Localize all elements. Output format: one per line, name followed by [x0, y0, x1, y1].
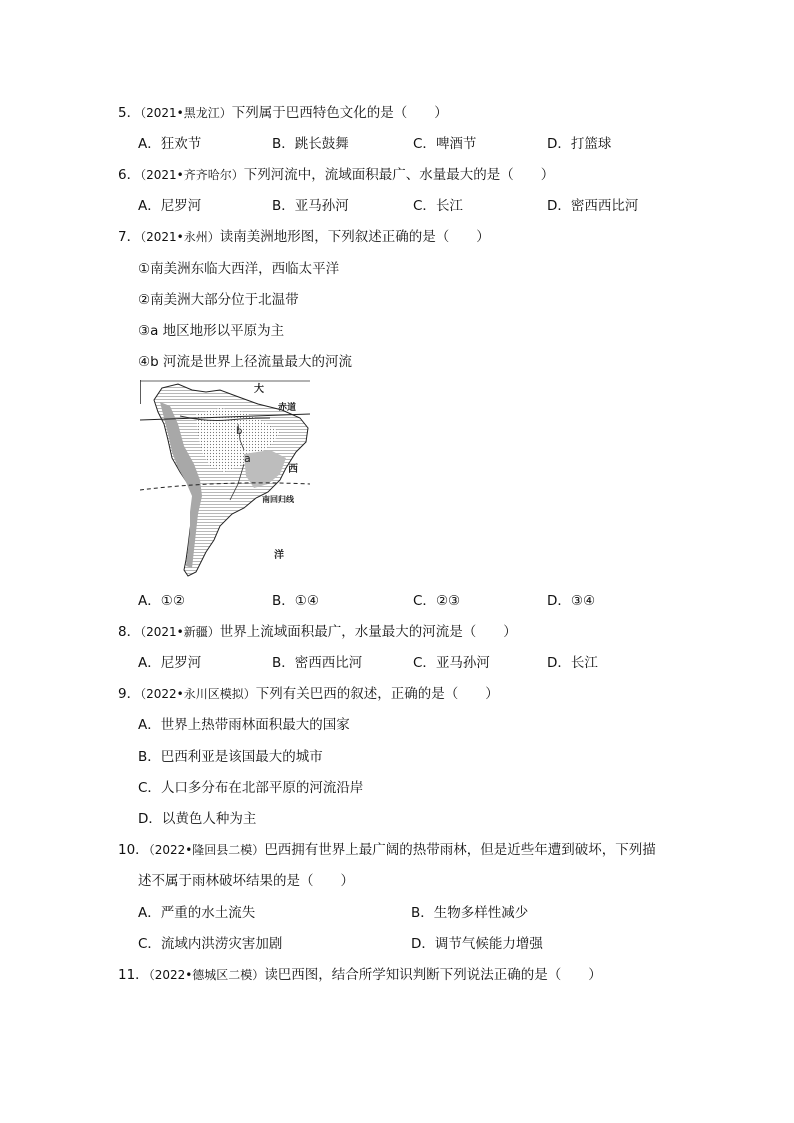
question-source: （2022•永川区模拟） — [140, 687, 256, 701]
question-source: （2021•新疆） — [140, 625, 220, 639]
question-stem: 读巴西图，结合所学知识判断下列说法正确的是（ ） — [264, 967, 602, 983]
question-number: 10． — [118, 842, 149, 858]
question-8 — [118, 623, 517, 641]
question-stem: 下列有关巴西的叙述，正确的是（ ） — [255, 686, 499, 702]
question-stem: 下列河流中，流域面积最广、水量最大的是（ ） — [243, 167, 555, 183]
option-c[interactable]: C．啤酒节 — [413, 136, 477, 152]
option-c[interactable]: C．亚马孙河 — [413, 655, 490, 671]
label-equator: 赤道 — [278, 403, 297, 413]
question-stem-continued: 述不属于雨林破坏结果的是（ ） — [138, 873, 354, 889]
option-b[interactable]: B．①④ — [272, 593, 319, 609]
question-11 — [118, 966, 602, 984]
statement-2: ②南美洲大部分位于北温带 — [138, 292, 299, 308]
label-b: b — [236, 426, 243, 437]
label-tropic: 南回归线 — [262, 495, 294, 504]
question-5 — [118, 104, 448, 122]
question-source: （2021•永州） — [140, 230, 220, 244]
statement-1: ①南美洲东临大西洋，西临太平洋 — [138, 261, 340, 277]
option-d[interactable]: D．以黄色人种为主 — [138, 811, 257, 827]
question-number: 7． — [118, 229, 141, 245]
option-a[interactable]: A．狂欢节 — [138, 136, 202, 152]
question-10 — [118, 841, 656, 859]
statement-3: ③a 地区地形以平原为主 — [138, 323, 285, 339]
option-d[interactable]: D．密西西比河 — [547, 198, 639, 214]
label-top: 大 — [254, 384, 264, 395]
question-source: （2022•隆回县二模） — [148, 843, 265, 857]
option-d[interactable]: D．③④ — [547, 593, 596, 609]
question-source: （2022•德城区二模） — [148, 968, 265, 982]
question-source: （2021•黑龙江） — [140, 106, 232, 120]
question-source: （2021•齐齐哈尔） — [140, 168, 244, 182]
option-c[interactable]: C．②③ — [413, 593, 461, 609]
statement-4: ④b 河流是世界上径流量最大的河流 — [138, 354, 352, 370]
question-number: 6． — [118, 167, 141, 183]
option-b[interactable]: B．密西西比河 — [272, 655, 363, 671]
question-stem: 下列属于巴西特色文化的是（ ） — [231, 105, 448, 121]
question-9 — [118, 685, 499, 703]
option-c[interactable]: C．长江 — [413, 198, 463, 214]
option-b[interactable]: B．亚马孙河 — [272, 198, 349, 214]
option-b[interactable]: B．跳长鼓舞 — [272, 136, 349, 152]
option-d[interactable]: D．调节气候能力增强 — [411, 936, 543, 952]
south-america-map — [140, 380, 310, 580]
map-graphic — [140, 380, 310, 580]
option-b[interactable]: B．巴西利亚是该国最大的城市 — [138, 749, 323, 765]
label-ocean: 洋 — [274, 550, 284, 561]
option-d[interactable]: D．长江 — [547, 655, 598, 671]
option-a[interactable]: A．世界上热带雨林面积最大的国家 — [138, 717, 350, 733]
question-number: 9． — [118, 686, 141, 702]
option-c[interactable]: C．流域内洪涝灾害加剧 — [138, 936, 283, 952]
question-number: 8． — [118, 624, 141, 640]
option-c[interactable]: C．人口多分布在北部平原的河流沿岸 — [138, 780, 364, 796]
label-a: a — [244, 452, 251, 465]
option-b[interactable]: B．生物多样性减少 — [411, 905, 529, 921]
option-a[interactable]: A．严重的水土流失 — [138, 905, 256, 921]
question-stem: 读南美洲地形图，下列叙述正确的是（ ） — [219, 229, 490, 245]
option-d[interactable]: D．打篮球 — [547, 136, 612, 152]
option-a[interactable]: A．尼罗河 — [138, 655, 202, 671]
question-6 — [118, 166, 554, 184]
option-a[interactable]: A．①② — [138, 593, 185, 609]
question-stem: 世界上流域面积最广，水量最大的河流是（ ） — [219, 624, 517, 640]
question-number: 5． — [118, 105, 141, 121]
label-west: 西 — [288, 464, 298, 475]
question-number: 11． — [118, 967, 149, 983]
question-stem: 巴西拥有世界上最广阔的热带雨林，但是近些年遭到破坏，下列描 — [264, 842, 656, 858]
question-7 — [118, 228, 490, 246]
option-a[interactable]: A．尼罗河 — [138, 198, 202, 214]
